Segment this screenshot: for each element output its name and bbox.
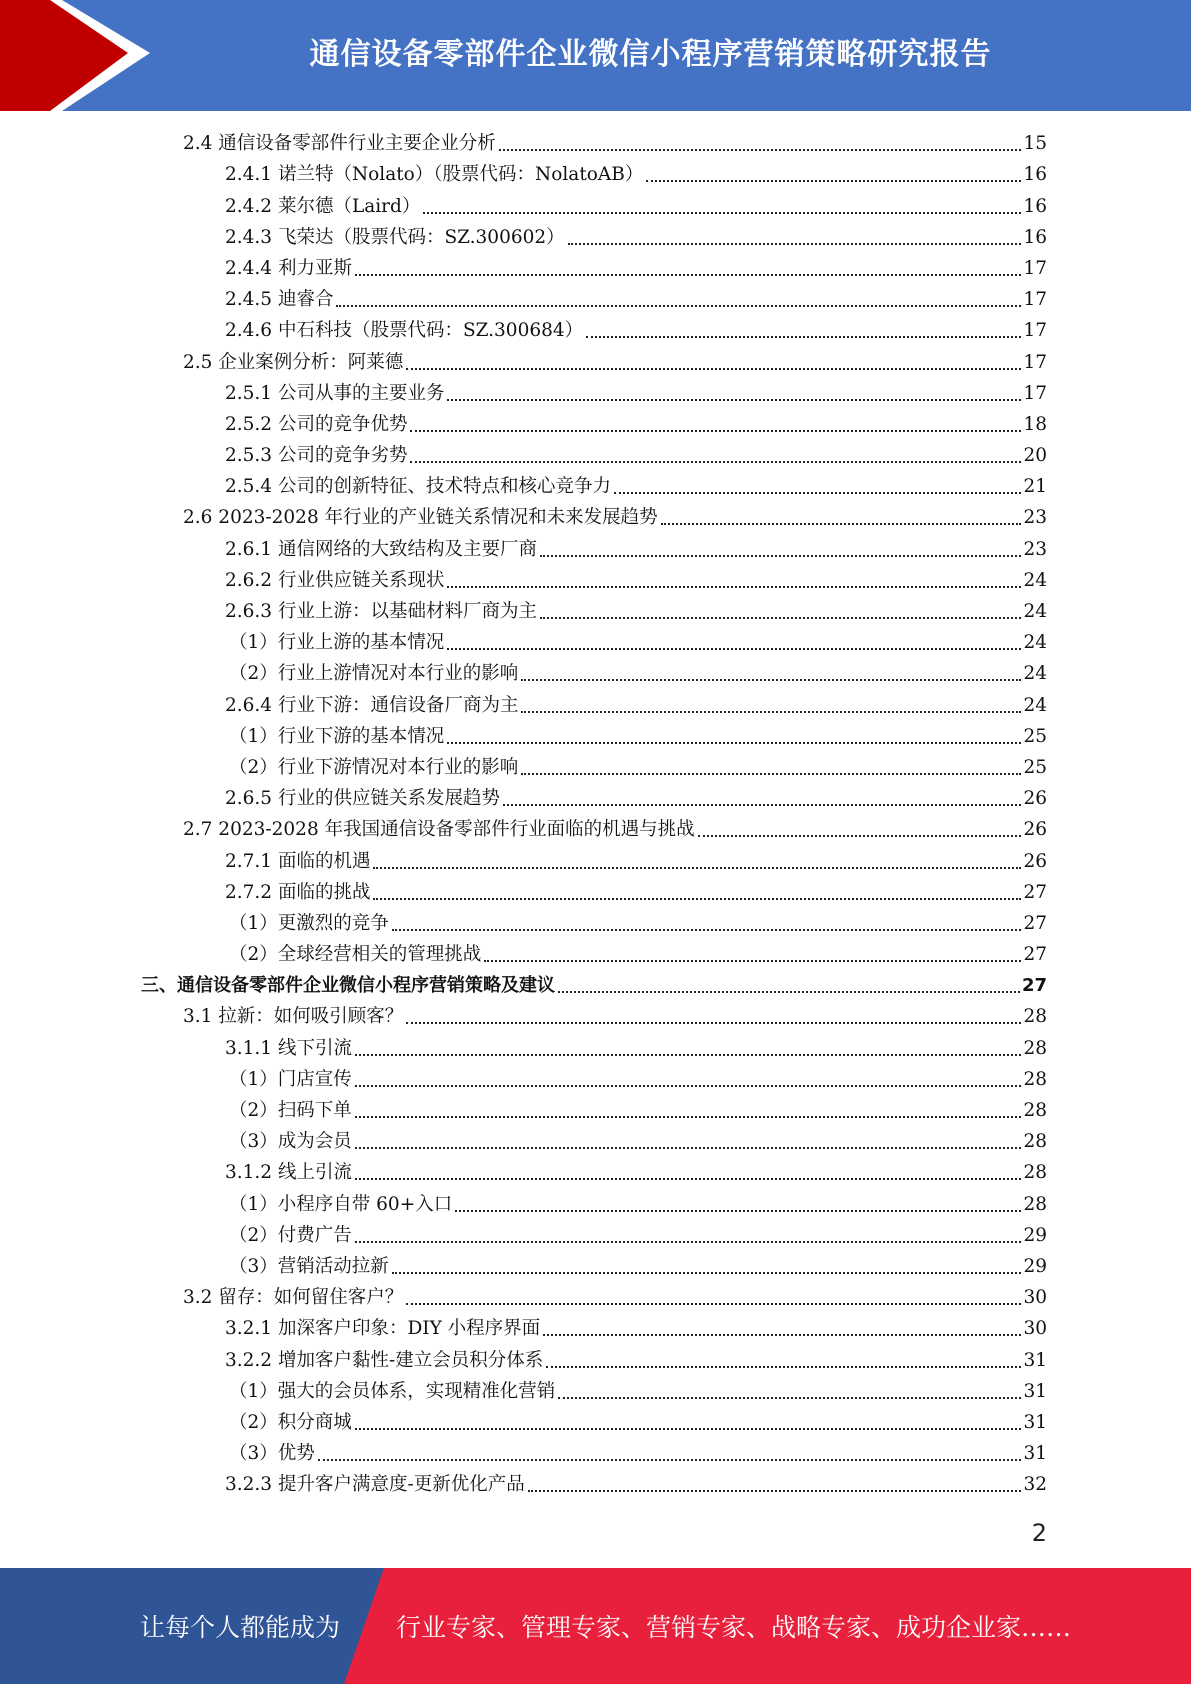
toc-dot-leader bbox=[355, 1054, 1022, 1056]
toc-dot-leader bbox=[661, 523, 1022, 525]
toc-entry-page: 26 bbox=[1023, 819, 1047, 841]
toc-dot-leader bbox=[373, 898, 1021, 900]
toc-entry-page: 29 bbox=[1023, 1255, 1047, 1277]
toc-entry-page: 16 bbox=[1023, 164, 1047, 186]
toc-entry-title: （2）全球经营相关的管理挑战 bbox=[229, 944, 482, 966]
toc-entry-page: 28 bbox=[1023, 1068, 1047, 1090]
toc-entry-title: （2）扫码下单 bbox=[229, 1100, 352, 1121]
toc-entry-title: 3.2.2 增加客户黏性-建立会员积分体系 bbox=[225, 1349, 544, 1371]
toc-entry[interactable] bbox=[0, 314, 1191, 345]
toc-entry-title: 3.1 拉新：如何吸引顾客？ bbox=[183, 1006, 404, 1028]
toc-entry-title: （1）门店宣传 bbox=[229, 1068, 352, 1090]
toc-dot-leader bbox=[521, 679, 1021, 681]
toc-dot-leader bbox=[355, 1147, 1022, 1149]
toc-entry-page: 31 bbox=[1023, 1411, 1047, 1433]
toc-entry[interactable] bbox=[0, 1406, 1191, 1437]
toc-entry-title: 2.4.6 中石科技（股票代码：SZ.300684） bbox=[225, 320, 584, 342]
toc-entry-title: （2）付费广告 bbox=[229, 1224, 352, 1246]
toc-dot-leader bbox=[455, 1210, 1021, 1212]
toc-entry-title: 2.4.4 利力亚斯 bbox=[225, 257, 352, 279]
toc-entry-page: 28 bbox=[1023, 1193, 1047, 1215]
toc-entry-title: （2）行业下游情况对本行业的影响 bbox=[229, 756, 519, 778]
toc-entry-page: 28 bbox=[1023, 1131, 1047, 1153]
toc-entry[interactable] bbox=[0, 1375, 1191, 1406]
toc-entry-title: （1）行业上游的基本情况 bbox=[229, 632, 445, 654]
toc-dot-leader bbox=[355, 1241, 1022, 1243]
toc-entry-page: 29 bbox=[1023, 1224, 1047, 1246]
toc-entry[interactable] bbox=[0, 127, 1191, 158]
toc-dot-leader bbox=[698, 835, 1022, 837]
toc-entry-title: （1）小程序自带 60+入口 bbox=[229, 1193, 453, 1215]
toc-entry-title: 2.6.2 行业供应链关系现状 bbox=[225, 569, 445, 591]
toc-entry-title: （3）优势 bbox=[229, 1443, 315, 1465]
toc-entry-title: （1）更激烈的竞争 bbox=[229, 912, 389, 934]
toc-dot-leader bbox=[355, 1178, 1022, 1180]
toc-dot-leader bbox=[558, 1397, 1021, 1399]
toc-entry-title: 2.6.3 行业上游：以基础材料厂商为主 bbox=[225, 601, 537, 622]
toc-entry-title: 2.7.2 面临的挑战 bbox=[225, 881, 371, 903]
toc-entry[interactable] bbox=[0, 876, 1191, 907]
toc-entry[interactable] bbox=[0, 1437, 1191, 1468]
toc-entry-title: 2.5.1 公司从事的主要业务 bbox=[225, 382, 445, 404]
toc-dot-leader bbox=[540, 555, 1021, 557]
toc-entry[interactable] bbox=[0, 439, 1191, 470]
toc-entry-page: 32 bbox=[1023, 1474, 1047, 1496]
toc-entry[interactable] bbox=[0, 408, 1191, 439]
toc-entry-page: 27 bbox=[1023, 912, 1047, 934]
toc-entry[interactable] bbox=[0, 688, 1191, 719]
toc-entry-page: 31 bbox=[1023, 1443, 1047, 1465]
toc-dot-leader bbox=[447, 648, 1021, 650]
toc-entry[interactable] bbox=[0, 532, 1191, 563]
toc-dot-leader bbox=[406, 1303, 1021, 1305]
toc-entry-page: 17 bbox=[1023, 320, 1047, 342]
toc-entry[interactable] bbox=[0, 470, 1191, 501]
toc-dot-leader bbox=[499, 149, 1022, 151]
toc-entry-page: 28 bbox=[1023, 1037, 1047, 1059]
toc-dot-leader bbox=[355, 274, 1022, 276]
toc-entry[interactable] bbox=[0, 345, 1191, 376]
toc-dot-leader bbox=[406, 368, 1021, 370]
toc-entry[interactable] bbox=[0, 158, 1191, 189]
toc-entry-page: 17 bbox=[1023, 351, 1047, 373]
toc-dot-leader bbox=[521, 773, 1021, 775]
toc-dot-leader bbox=[447, 742, 1021, 744]
footer-slogan-left: 让每个人都能成为 bbox=[140, 1613, 341, 1642]
toc-entry[interactable] bbox=[0, 1063, 1191, 1094]
toc-dot-leader bbox=[528, 1490, 1022, 1492]
toc-entry[interactable] bbox=[0, 813, 1191, 844]
toc-entry-title: 2.6.4 行业下游：通信设备厂商为主 bbox=[225, 694, 519, 716]
toc-entry-title: （2）积分商城 bbox=[229, 1411, 352, 1433]
toc-entry-title: 2.6.5 行业的供应链关系发展趋势 bbox=[225, 788, 500, 810]
toc-dot-leader bbox=[614, 492, 1021, 494]
page-footer bbox=[0, 1568, 1191, 1684]
toc-entry-page: 17 bbox=[1023, 257, 1047, 279]
header-chevron-decoration bbox=[0, 0, 160, 111]
toc-entry-page: 24 bbox=[1023, 663, 1047, 685]
toc-entry-page: 23 bbox=[1023, 507, 1047, 529]
toc-entry-title: 2.7 2023-2028 年我国通信设备零部件行业面临的机遇与挑战 bbox=[183, 819, 695, 841]
toc-entry[interactable] bbox=[0, 782, 1191, 813]
toc-entry-title: 3.1.1 线下引流 bbox=[225, 1037, 352, 1059]
toc-entry-title: （1）强大的会员体系，实现精准化营销 bbox=[229, 1380, 556, 1402]
toc-dot-leader bbox=[336, 305, 1021, 307]
toc-entry-title: 2.6.1 通信网络的大致结构及主要厂商 bbox=[225, 538, 537, 560]
toc-entry[interactable] bbox=[0, 221, 1191, 252]
toc-entry-title: 2.4.1 诺兰特（Nolato）（股票代码：NolatoAB） bbox=[225, 164, 644, 186]
toc-entry[interactable] bbox=[0, 1156, 1191, 1187]
toc-dot-leader bbox=[410, 430, 1021, 432]
toc-entry[interactable] bbox=[0, 501, 1191, 532]
toc-entry-page: 15 bbox=[1023, 133, 1047, 155]
table-of-contents bbox=[0, 127, 1191, 1499]
toc-entry-title: 2.4.3 飞荣达（股票代码：SZ.300602） bbox=[225, 226, 565, 248]
toc-dot-leader bbox=[355, 1116, 1022, 1118]
toc-entry-title: （3）成为会员 bbox=[229, 1131, 352, 1153]
toc-entry-title: 2.6 2023-2028 年行业的产业链关系情况和未来发展趋势 bbox=[183, 507, 658, 529]
toc-dot-leader bbox=[540, 617, 1021, 619]
toc-dot-leader bbox=[543, 1334, 1021, 1336]
toc-entry[interactable] bbox=[0, 1281, 1191, 1312]
toc-entry[interactable] bbox=[0, 657, 1191, 688]
toc-entry[interactable] bbox=[0, 283, 1191, 314]
toc-entry[interactable] bbox=[0, 1312, 1191, 1343]
toc-entry-title: 2.4 通信设备零部件行业主要企业分析 bbox=[183, 133, 496, 155]
toc-entry[interactable] bbox=[0, 751, 1191, 782]
toc-dot-leader bbox=[484, 960, 1021, 962]
toc-entry-page: 27 bbox=[1021, 975, 1047, 997]
toc-entry-page: 27 bbox=[1023, 881, 1047, 903]
toc-dot-leader bbox=[318, 1459, 1022, 1461]
toc-dot-leader bbox=[521, 711, 1021, 713]
toc-entry-title: 3.1.2 线上引流 bbox=[225, 1162, 352, 1184]
toc-entry-page: 23 bbox=[1023, 538, 1047, 560]
toc-dot-leader bbox=[646, 180, 1021, 182]
toc-entry[interactable] bbox=[0, 1468, 1191, 1499]
toc-entry[interactable] bbox=[0, 1343, 1191, 1374]
toc-entry-page: 17 bbox=[1023, 382, 1047, 404]
toc-entry-page: 25 bbox=[1023, 725, 1047, 747]
toc-dot-leader bbox=[423, 212, 1021, 214]
toc-entry-title: 3.2.3 提升客户满意度-更新优化产品 bbox=[225, 1474, 525, 1496]
toc-entry-title: （1）行业下游的基本情况 bbox=[229, 725, 445, 747]
toc-dot-leader bbox=[406, 1022, 1021, 1024]
toc-entry-page: 24 bbox=[1023, 569, 1047, 591]
toc-entry-page: 16 bbox=[1023, 195, 1047, 217]
toc-entry-page: 20 bbox=[1023, 445, 1047, 467]
toc-entry-page: 31 bbox=[1023, 1349, 1047, 1371]
toc-entry-title: （2）行业上游情况对本行业的影响 bbox=[229, 663, 519, 685]
toc-entry-page: 28 bbox=[1023, 1100, 1047, 1121]
page-number: 2 bbox=[1031, 1519, 1047, 1547]
toc-dot-leader bbox=[392, 1272, 1022, 1274]
toc-dot-leader bbox=[558, 991, 1020, 993]
toc-entry-page: 30 bbox=[1023, 1287, 1047, 1309]
report-title: 通信设备零部件企业微信小程序营销策略研究报告 bbox=[309, 37, 992, 72]
toc-dot-leader bbox=[503, 804, 1021, 806]
toc-dot-leader bbox=[447, 586, 1021, 588]
toc-entry-page: 28 bbox=[1023, 1006, 1047, 1028]
toc-entry[interactable] bbox=[0, 1125, 1191, 1156]
toc-entry-page: 24 bbox=[1023, 632, 1047, 654]
toc-entry-title: 2.7.1 面临的机遇 bbox=[225, 850, 371, 872]
toc-entry-title: 2.5.2 公司的竞争优势 bbox=[225, 413, 408, 435]
toc-entry-page: 21 bbox=[1023, 476, 1047, 498]
toc-entry[interactable] bbox=[0, 252, 1191, 283]
toc-entry-title: 三、通信设备零部件企业微信小程序营销策略及建议 bbox=[141, 975, 555, 997]
toc-entry[interactable] bbox=[0, 564, 1191, 595]
toc-entry-title: 2.5.4 公司的创新特征、技术特点和核心竞争力 bbox=[225, 476, 611, 498]
toc-entry[interactable] bbox=[0, 595, 1191, 626]
toc-entry[interactable] bbox=[0, 626, 1191, 657]
toc-entry-page: 26 bbox=[1023, 788, 1047, 810]
toc-entry[interactable] bbox=[0, 938, 1191, 969]
toc-entry-page: 28 bbox=[1023, 1162, 1047, 1184]
toc-entry-title: 2.4.5 迪睿合 bbox=[225, 289, 334, 311]
toc-entry[interactable] bbox=[0, 1094, 1191, 1125]
toc-entry-page: 26 bbox=[1023, 850, 1047, 872]
toc-entry[interactable] bbox=[0, 377, 1191, 408]
toc-entry[interactable] bbox=[0, 844, 1191, 875]
toc-entry-title: 2.5.3 公司的竞争劣势 bbox=[225, 445, 408, 467]
toc-dot-leader bbox=[568, 243, 1022, 245]
toc-dot-leader bbox=[410, 461, 1021, 463]
toc-entry-page: 17 bbox=[1023, 289, 1047, 311]
toc-entry-title: 3.2 留存：如何留住客户？ bbox=[183, 1287, 404, 1309]
toc-entry[interactable] bbox=[0, 907, 1191, 938]
toc-entry-page: 24 bbox=[1023, 601, 1047, 622]
footer-slogan-right: 行业专家、管理专家、营销专家、战略专家、成功企业家…… bbox=[396, 1613, 1072, 1642]
toc-dot-leader bbox=[373, 867, 1021, 869]
toc-dot-leader bbox=[392, 929, 1022, 931]
toc-dot-leader bbox=[586, 336, 1021, 338]
toc-dot-leader bbox=[447, 399, 1021, 401]
page-header bbox=[0, 0, 1191, 111]
toc-entry-title: 2.4.2 莱尔德（Laird） bbox=[225, 195, 421, 217]
toc-entry-title: （3）营销活动拉新 bbox=[229, 1255, 389, 1277]
toc-entry-page: 31 bbox=[1023, 1380, 1047, 1402]
toc-dot-leader bbox=[546, 1366, 1021, 1368]
toc-entry-page: 27 bbox=[1023, 944, 1047, 966]
toc-entry[interactable] bbox=[0, 969, 1191, 1000]
toc-entry-title: 2.5 企业案例分析：阿莱德 bbox=[183, 351, 404, 373]
toc-dot-leader bbox=[355, 1085, 1022, 1087]
toc-entry-page: 25 bbox=[1023, 756, 1047, 778]
toc-entry[interactable] bbox=[0, 1219, 1191, 1250]
toc-entry-page: 18 bbox=[1023, 413, 1047, 435]
toc-entry-title: 3.2.1 加深客户印象：DIY 小程序界面 bbox=[225, 1318, 541, 1340]
toc-entry-page: 24 bbox=[1023, 694, 1047, 716]
toc-entry[interactable] bbox=[0, 1250, 1191, 1281]
toc-entry[interactable] bbox=[0, 1187, 1191, 1218]
toc-entry[interactable] bbox=[0, 189, 1191, 220]
toc-entry-page: 16 bbox=[1023, 226, 1047, 248]
toc-entry[interactable] bbox=[0, 720, 1191, 751]
toc-dot-leader bbox=[355, 1428, 1022, 1430]
toc-entry[interactable] bbox=[0, 1000, 1191, 1031]
toc-entry[interactable] bbox=[0, 1031, 1191, 1062]
toc-entry-page: 30 bbox=[1023, 1318, 1047, 1340]
